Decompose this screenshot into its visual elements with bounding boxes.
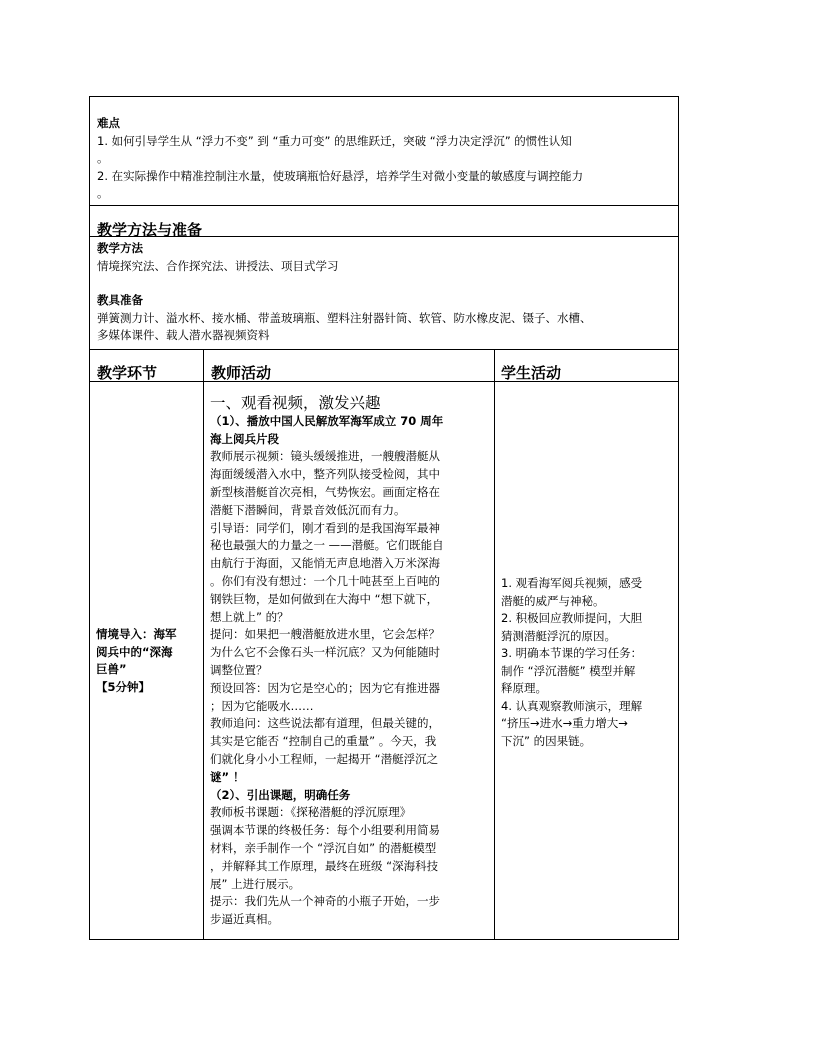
teacher-section-title: 一、观看视频，激发兴趣 [210, 394, 381, 412]
student-line: 释原理。 [501, 681, 547, 695]
stage-line: 巨兽” [96, 662, 127, 676]
teacher-line: 由航行于海面，又能悄无声息地潜入万米深海 [210, 556, 440, 571]
difficulty-section [90, 115, 678, 203]
header-teacher-activity: 教师活动 [211, 364, 272, 382]
teacher-line: 教师追问：这些说法都有道理，但最关键的， [210, 716, 440, 731]
student-line: 4. 认真观察教师演示，理解 [501, 698, 643, 713]
column-divider [203, 349, 204, 939]
teacher-line: 潜艇下潜瞬间，背景音效低沉而有力。 [210, 502, 406, 517]
teacher-line: 海面缓缓潜入水中，整齐列队接受检阅，其中 [210, 467, 440, 482]
student-line: 2. 积极回应教师提问，大胆 [501, 611, 643, 625]
teacher-activity-cell [210, 395, 492, 929]
divider [90, 236, 678, 237]
teacher-line: 秘也最强大的力量之一 ——潜艇。它们既能自 [210, 538, 444, 553]
header-student-activity: 学生活动 [501, 364, 562, 382]
difficulty-line: 。 [97, 151, 109, 165]
header-teaching-stage: 教学环节 [97, 364, 158, 382]
difficulty-heading: 难点 [97, 116, 120, 130]
teacher-line: 钢铁巨物，是如何做到在大海中 “想下就下， [210, 591, 439, 606]
teacher-line: 提问：如果把一艘潜艇放进水里，它会怎样？ [210, 627, 440, 642]
student-line: 3. 明确本节课的学习任务： [501, 646, 643, 660]
student-line: 潜艇的威严与神秘。 [501, 593, 605, 608]
teacher-line: 们就化身小小工程师，一起揭开 “潜艇浮沉之 [210, 751, 439, 766]
teacher-line: 材料，亲手制作一个 “浮沉自如” 的潜艇模型 [210, 840, 437, 855]
methods-section-title: 教学方法与准备 [97, 221, 203, 239]
teacher-line: 预设回答：因为它是空心的；因为它有推进器 [210, 680, 440, 695]
methods-heading: 教学方法 [97, 241, 143, 255]
student-line: 猜测潜艇浮沉的原因。 [501, 628, 616, 643]
divider [90, 381, 678, 382]
stage-line: 【5分钟】 [96, 679, 151, 694]
divider [90, 205, 678, 206]
teacher-line: 其实是它能否 “控制自己的重量” 。今天，我 [210, 734, 437, 749]
teacher-line: 调整位置？ [210, 662, 268, 677]
teacher-line: 想上就上” 的？ [210, 609, 289, 624]
teacher-line: 教师板书课题：《探秘潜艇的浮沉原理》 [210, 805, 412, 820]
teacher-line: 引导语：同学们，刚才看到的是我国海军最神 [210, 520, 440, 535]
divider [90, 349, 678, 350]
teacher-line: 教师展示视频：镜头缓缓推进，一艘艘潜艇从 [210, 449, 440, 464]
prep-line: 弹簧测力计、溢水杯、接水桶、带盖玻璃瓶、塑料注射器针筒、软管、防水橡皮泥、镊子、水槽、 [97, 310, 592, 325]
prep-line: 多媒体课件、载人潜水器视频资料 [97, 328, 270, 342]
difficulty-line: 2. 在实际操作中精准控制注水量，使玻璃瓶恰好悬浮，培养学生对微小变量的敏感度与调控能力 [97, 168, 584, 183]
student-line: 下沉” 的因果链。 [501, 733, 592, 748]
teacher-line: ，并解释其工作原理，最终在班级 “深海科技 [210, 858, 439, 873]
methods-text: 情境探究法、合作探究法、讲授法、项目式学习 [97, 258, 339, 273]
stage-cell [96, 626, 200, 696]
difficulty-line: 。 [97, 186, 109, 200]
student-line: 1. 观看海军阅兵视频，感受 [501, 576, 643, 590]
methods-section [90, 240, 678, 345]
stage-line: 阅兵中的“深海 [96, 644, 173, 659]
student-line: “挤压→进水→重力增大→ [501, 716, 628, 730]
teacher-line: ；因为它能吸水…… [210, 698, 314, 713]
difficulty-line: 1. 如何引导学生从 “浮力不变” 到 “重力可变” 的思维跃迁，突破 “浮力决定浮沉” 的惯性认知 [97, 133, 572, 148]
student-line: 制作 “浮沉潜艇” 模型并解 [501, 663, 636, 678]
student-activity-cell [501, 575, 677, 750]
teacher-line: 。你们有没有想过：一个几十吨甚至上百吨的 [210, 573, 440, 588]
column-divider [494, 349, 495, 939]
teacher-line: 海上阅兵片段 [210, 431, 279, 446]
lesson-plan-table [89, 96, 679, 940]
teacher-line: 提示：我们先从一个神奇的小瓶子开始，一步 [210, 894, 440, 909]
teacher-line: 为什么它不会像石头一样沉底？又为何能随时 [210, 645, 440, 660]
teacher-line: （2）、引出课题，明确任务 [210, 787, 351, 802]
teacher-line: 新型核潜艇首次亮相，气势恢宏。画面定格在 [210, 484, 440, 499]
teacher-line: 谜” ！ [210, 769, 245, 784]
prep-heading: 教具准备 [97, 293, 143, 307]
teacher-line: 展” 上进行展示。 [210, 876, 301, 891]
teacher-line: （1）、播放中国人民解放军海军成立 70 周年 [210, 413, 444, 428]
stage-line: 情境导入：海军 [96, 627, 177, 641]
teacher-line: 步逼近真相。 [210, 912, 279, 927]
teacher-line: 强调本节课的终极任务：每个小组要利用简易 [210, 823, 440, 838]
